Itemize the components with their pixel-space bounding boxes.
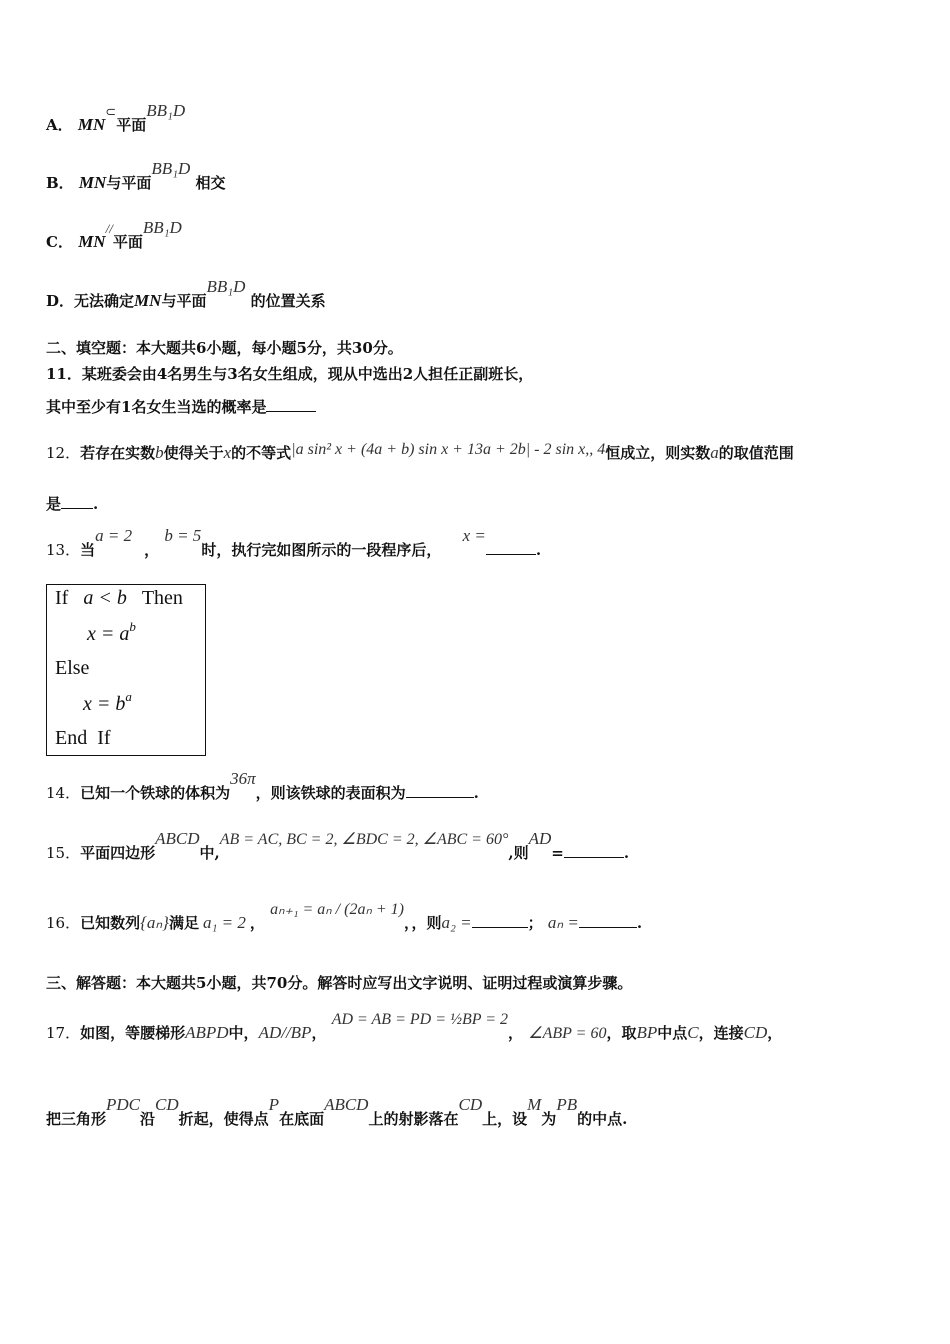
- q12-answer-blank: [61, 494, 93, 509]
- program-box: [46, 584, 206, 756]
- section-fill-in-title: 二、填空题：本大题共6小题，每小题5分，共30分。: [46, 339, 403, 357]
- section-solution-title: 三、解答题：本大题共5小题，共70分。解答时应写出文字说明、证明过程或演算步骤。: [46, 974, 633, 992]
- option-b: B． MN与平面BB₁D 相交: [46, 159, 226, 192]
- program-line-assign-2: $x = b^a$: [83, 689, 132, 715]
- q17-line2: 把三角形PDC沿CD折起，使得点P在底面ABCD上的射影落在CD上，设M为PB的中点.: [46, 1095, 628, 1128]
- q11-line2: 其中至少有1名女生当选的概率是: [46, 397, 316, 417]
- q16-blank-an: [579, 913, 637, 928]
- q14-answer-blank: [406, 783, 474, 798]
- program-line-else: Else: [55, 657, 90, 679]
- q12: 12．若存在实数b使得关于x的不等式|a sin² x + (4a + b) sin x + 13a + 2b| - 2 sin x,, 4恒成立，则实数a的取值范围: [46, 441, 794, 462]
- q12-line2: 是 .: [46, 495, 99, 513]
- option-a: A． MN⊂平面BB₁D: [46, 101, 186, 134]
- q15: 15．平面四边形ABCD中,AB = AC, BC = 2, ∠BDC = 2, ∠ABC = 60°,则AD= .: [46, 829, 630, 862]
- q12-inequality: |a sin² x + (4a + b) sin x + 13a + 2b| - 2 sin x,, 4: [291, 441, 606, 458]
- q13-answer-blank: [486, 540, 536, 555]
- q14: 14．已知一个铁球的体积为36π，则该铁球的表面积为 .: [46, 769, 479, 802]
- program-line-if: If a < b Then: [55, 587, 183, 609]
- q13: 13．当a = 2， b = 5时，执行完如图所示的一段程序后， x =.: [46, 526, 542, 559]
- q16-blank-a2: [472, 913, 528, 928]
- q11-answer-blank: [266, 397, 316, 412]
- q16: 16．已知数列{aₙ}满足 a₁ = 2 ， aₙ₊₁ = aₙ / (2aₙ + 1)，，则a₂ = ； aₙ = .: [46, 901, 643, 932]
- option-d: D．无法确定MN与平面BB₁D 的位置关系: [46, 277, 326, 310]
- q15-answer-blank: [564, 843, 624, 858]
- q11-line1: 11．某班委会由4名男生与3名女生组成，现从中选出2人担任正副班长，: [46, 365, 534, 383]
- program-line-assign-1: $x = a^b$: [87, 619, 136, 645]
- option-c: C． MN//平面BB₁D: [46, 218, 182, 251]
- q17-line1: 17．如图，等腰梯形ABPD中，AD//BP， AD = AB = PD = ½BP = 2， ∠ABP = 60，取BP中点C，连接CD，: [46, 1011, 783, 1042]
- program-line-end-if: End If: [55, 727, 111, 749]
